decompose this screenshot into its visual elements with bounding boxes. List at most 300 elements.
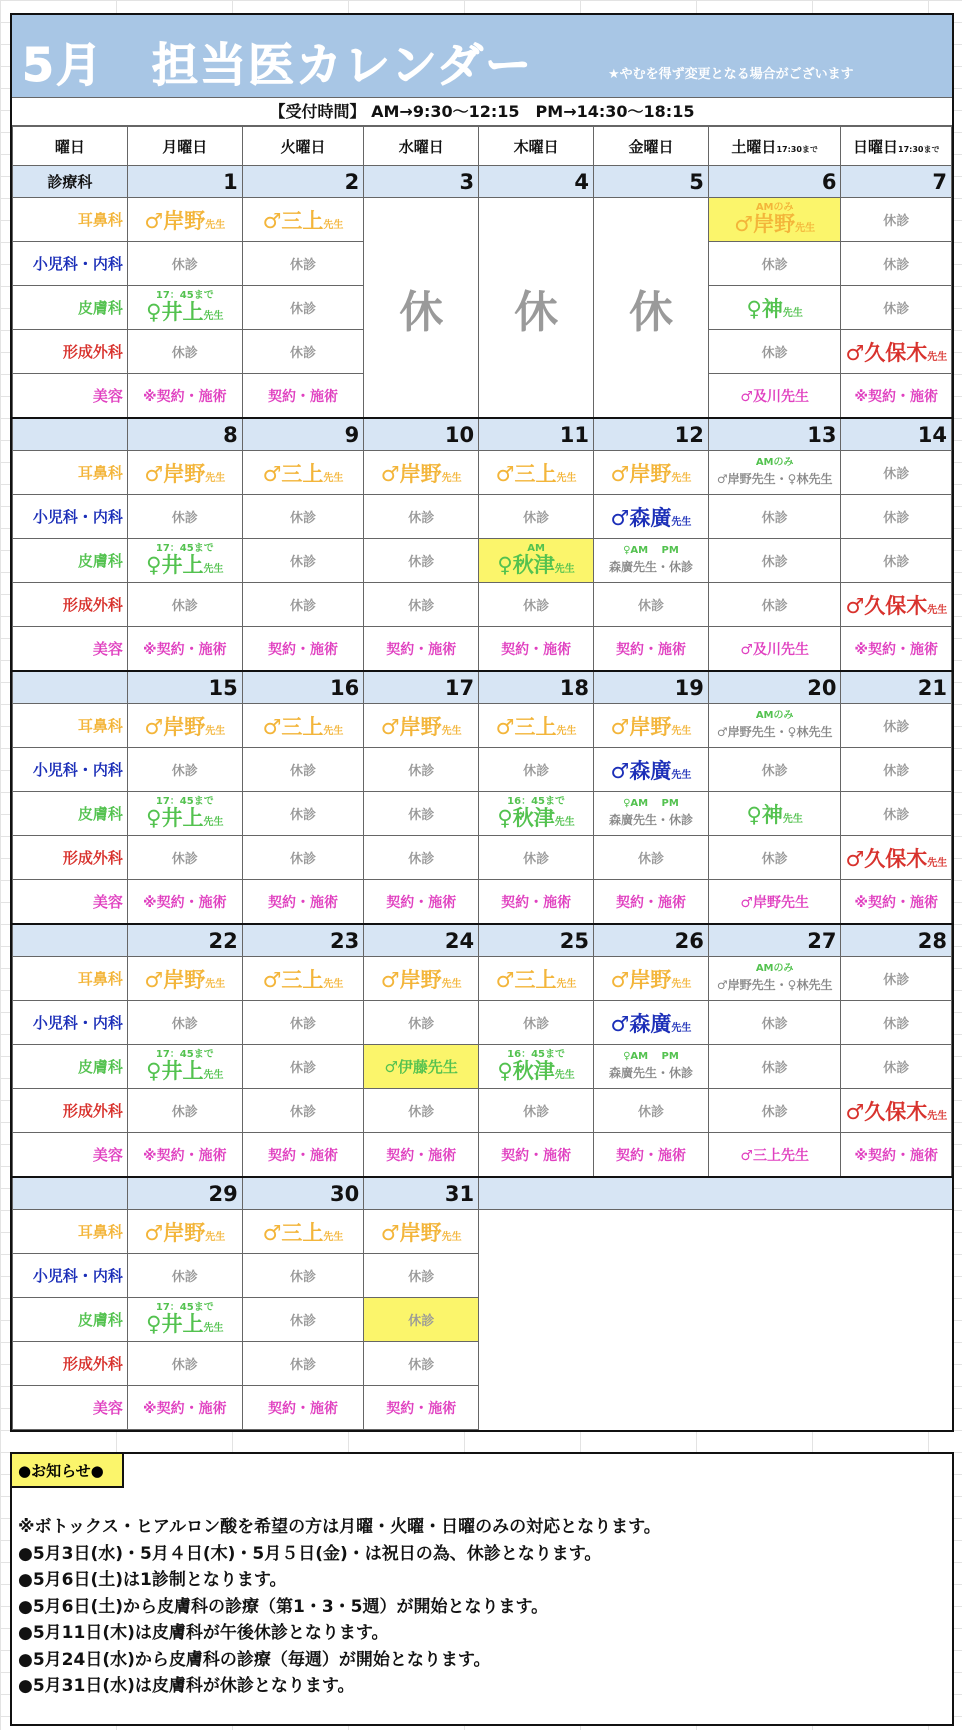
schedule-cell: 休診 [708,748,841,792]
date-cell: 1 [127,166,242,198]
doctor-name: ♂岸野 [380,461,442,486]
schedule-row [13,1001,952,1045]
reception-hours: 【受付時間】 AM→9:30〜12:15 PM→14:30〜18:15 [12,98,952,126]
sensei-suffix: 先生 [554,563,575,575]
weekday-header-6: 日曜日17:30まで [841,127,952,166]
time-note: ♀AM PM [623,1051,679,1062]
doctor-name: ♂森廣 [610,505,672,530]
sensei-suffix: 先生 [927,1110,948,1122]
schedule-cell: 休診 [127,1342,242,1386]
schedule-cell: ※契約・施術 [127,1386,242,1430]
schedule-cell: 契約・施術 [594,880,709,925]
schedule-cell [242,1210,364,1254]
schedule-cell [127,451,242,495]
schedule-cell [479,792,594,836]
split-shift: ♂岸野先生・♀林先生 [716,472,833,486]
date-cell: 29 [127,1177,242,1210]
weekday-header-5: 土曜日17:30まで [708,127,841,166]
schedule-row [13,495,952,539]
date-cell: 14 [841,418,952,451]
sensei-suffix: 先生 [205,219,226,231]
schedule-cell [841,836,952,880]
schedule-cell [364,1210,479,1254]
empty-cell [841,1298,952,1342]
schedule-cell: 休診 [594,1089,709,1133]
weekday-header-3: 木曜日 [479,127,594,166]
empty-cell [594,1210,709,1254]
schedule-cell: 契約・施術 [364,880,479,925]
empty-cell [594,1177,709,1210]
schedule-cell: 休診 [364,748,479,792]
schedule-cell: 休診 [479,836,594,880]
schedule-cell: 休診 [242,1298,364,1342]
doctor-name: ♂久保木 [845,593,928,618]
doctor-name: ♂三上 [262,714,324,739]
empty-cell [708,1254,841,1298]
schedule-cell: 休診 [242,1089,364,1133]
schedule-cell: 休診 [364,836,479,880]
dept-label: 皮膚科 [13,792,128,836]
schedule-cell [364,957,479,1001]
schedule-cell: 契約・施術 [242,627,364,672]
schedule-cell: 休診 [708,1001,841,1045]
schedule-cell [708,957,841,1001]
date-cell: 21 [841,671,952,704]
schedule-cell: 休診 [708,583,841,627]
dept-label: 耳鼻科 [13,451,128,495]
schedule-row [13,1298,952,1342]
dept-header: 診療科 [13,166,128,198]
date-cell: 20 [708,671,841,704]
empty-cell [841,1342,952,1386]
date-cell: 19 [594,671,709,704]
doctor-name: ♀秋津 [497,552,555,577]
schedule-cell: 休診 [242,242,364,286]
date-cell: 7 [841,166,952,198]
schedule-cell: 休診 [841,495,952,539]
holiday-cell: 休 [479,198,594,419]
schedule-cell: 休診 [364,539,479,583]
empty-cell [841,1210,952,1254]
schedule-table [12,126,952,1430]
date-cell: 3 [364,166,479,198]
dept-header [13,418,128,451]
doctor-line [483,805,589,833]
empty-cell [841,1386,952,1430]
time-note: 17：45まで [155,542,214,554]
doctor-name: ♂森廣 [610,758,672,783]
doctor-name: ♂岸野 [380,967,442,992]
schedule-cell [242,704,364,748]
schedule-cell: 休診 [708,330,841,374]
date-cell: 15 [127,671,242,704]
sensei-suffix: 先生 [323,725,344,737]
schedule-cell: 休診 [479,1089,594,1133]
schedule-row [13,1089,952,1133]
schedule-cell: 契約・施術 [594,1133,709,1178]
sensei-suffix: 先生 [927,351,948,363]
doctor-name: ♀秋津 [497,805,555,830]
schedule-cell [594,451,709,495]
empty-cell [841,1254,952,1298]
schedule-cell [708,451,841,495]
notice-lines [18,1514,661,1700]
dept-label: 耳鼻科 [13,704,128,748]
schedule-cell: ♂岸野先生 [708,880,841,925]
doctor-name: ♂岸野 [610,461,672,486]
date-cell: 6 [708,166,841,198]
schedule-cell: 休診 [127,1001,242,1045]
schedule-row [13,957,952,1001]
doctor-name: ♀秋津 [497,1058,555,1083]
sensei-suffix: 先生 [441,978,462,990]
sensei-suffix: 先生 [323,472,344,484]
date-cell: 23 [242,924,364,957]
schedule-cell [594,748,709,792]
split-shift: 森廣先生・休診 [608,1066,693,1080]
schedule-cell [127,286,242,330]
schedule-cell: 契約・施術 [479,627,594,672]
schedule-cell: 休診 [841,451,952,495]
date-cell: 4 [479,166,594,198]
schedule-cell: 契約・施術 [242,880,364,925]
weekday-hours-note: 17:30まで [776,144,818,154]
schedule-cell: 休診 [242,1045,364,1089]
schedule-cell: 契約・施術 [364,627,479,672]
schedule-cell [594,1001,709,1045]
dept-label: 小児科・内科 [13,495,128,539]
notice-line: ●5月11日(木)は皮膚科が午後休診となります。 [18,1623,389,1643]
schedule-cell: 休診 [127,242,242,286]
doctor-name: ♂森廣 [610,1011,672,1036]
schedule-cell: 休診 [841,242,952,286]
date-cell: 28 [841,924,952,957]
schedule-cell: 休診 [127,836,242,880]
schedule-cell [242,957,364,1001]
doctor-name: ♀井上 [146,1058,204,1083]
schedule-cell: 休診 [479,495,594,539]
schedule-cell: 休診 [242,1342,364,1386]
schedule-row [13,748,952,792]
schedule-row [13,1254,952,1298]
doctor-name: ♂久保木 [845,340,928,365]
schedule-cell [479,451,594,495]
date-cell: 27 [708,924,841,957]
time-note: AMのみ [755,457,794,468]
split-shift: 森廣先生・休診 [608,560,693,574]
schedule-cell: 契約・施術 [242,1386,364,1430]
schedule-cell: 休診 [594,836,709,880]
doctor-name: ♂久保木 [845,1099,928,1124]
date-row [13,166,952,198]
schedule-cell: 休診 [841,198,952,242]
schedule-cell: 休診 [841,1001,952,1045]
doctor-name: ♂岸野 [610,967,672,992]
sensei-suffix: 先生 [671,1022,692,1034]
schedule-cell: 休診 [841,957,952,1001]
schedule-cell [841,583,952,627]
sensei-suffix: 先生 [323,219,344,231]
doctor-name: ♂三上 [495,714,557,739]
schedule-cell: ※契約・施術 [841,627,952,672]
date-row [13,418,952,451]
time-note: AMのみ [755,710,794,721]
schedule-row [13,539,952,583]
schedule-cell: 休診 [841,1045,952,1089]
schedule-cell: 休診 [127,330,242,374]
dept-label: 耳鼻科 [13,957,128,1001]
doctor-name: ♀井上 [146,552,204,577]
sensei-suffix: 先生 [671,472,692,484]
schedule-cell [594,957,709,1001]
schedule-cell [127,1298,242,1342]
holiday-cell: 休 [364,198,479,419]
date-cell: 17 [364,671,479,704]
empty-cell [594,1386,709,1430]
doctor-name: ♂三上 [262,967,324,992]
schedule-row [13,880,952,925]
dept-label: 形成外科 [13,583,128,627]
doctor-name: ♀神 [746,802,783,827]
sensei-suffix: 先生 [323,1231,344,1243]
doctor-name: ♀井上 [146,805,204,830]
notice-tag: ●お知らせ● [12,1454,124,1488]
sensei-suffix: 先生 [782,813,803,825]
schedule-cell: 休診 [127,1254,242,1298]
schedule-cell: ♂伊藤先生 [364,1045,479,1089]
schedule-cell: ※契約・施術 [841,880,952,925]
split-shift: ♂岸野先生・♀林先生 [716,978,833,992]
schedule-cell: 休診 [127,748,242,792]
schedule-cell: 休診 [364,495,479,539]
dept-label: 形成外科 [13,836,128,880]
schedule-cell: 休診 [242,286,364,330]
title-bar [12,15,952,98]
schedule-cell [479,539,594,583]
schedule-row [13,704,952,748]
empty-cell [708,1386,841,1430]
schedule-cell [594,792,709,836]
schedule-cell: ♂及川先生 [708,627,841,672]
schedule-cell [841,1089,952,1133]
schedule-cell [242,451,364,495]
sensei-suffix: 先生 [203,563,224,575]
schedule-cell: 休診 [242,539,364,583]
notice-line: ●5月31日(水)は皮膚科が休診となります。 [18,1676,355,1696]
schedule-cell [594,539,709,583]
schedule-cell: 休診 [708,242,841,286]
schedule-cell: 休診 [242,1254,364,1298]
date-cell: 13 [708,418,841,451]
schedule-cell [479,704,594,748]
schedule-cell: ※契約・施術 [841,1133,952,1178]
schedule-cell [127,198,242,242]
doctor-line [132,1058,238,1086]
time-note: 16：45まで [507,795,565,807]
dept-header [13,924,128,957]
sensei-suffix: 先生 [205,978,226,990]
time-note: 17：45まで [155,795,214,807]
date-cell: 2 [242,166,364,198]
date-cell: 24 [364,924,479,957]
sensei-suffix: 先生 [554,1069,575,1081]
sensei-suffix: 先生 [203,1069,224,1081]
notice-line: ●5月3日(水)・5月４日(木)・5月５日(金)・は祝日の為、休診となります。 [18,1543,602,1564]
schedule-row [13,627,952,672]
dept-label: 形成外科 [13,330,128,374]
date-row [13,1177,952,1210]
doctor-line [132,805,238,833]
doctor-name: ♀井上 [146,299,204,324]
weekday-header-row [13,127,952,166]
date-cell: 9 [242,418,364,451]
schedule-cell: 休診 [364,1001,479,1045]
empty-cell [841,1177,952,1210]
schedule-cell: 休診 [708,495,841,539]
notice-box [10,1452,954,1726]
date-cell: 8 [127,418,242,451]
sensei-suffix: 先生 [441,472,462,484]
schedule-cell [594,704,709,748]
schedule-cell: 休診 [708,1045,841,1089]
schedule-cell: 休診 [479,583,594,627]
calendar [10,13,954,1432]
dept-header [13,1177,128,1210]
schedule-cell: 休診 [479,1001,594,1045]
schedule-cell: 休診 [127,583,242,627]
schedule-cell [594,1045,709,1089]
sensei-suffix: 先生 [556,725,577,737]
date-cell: 18 [479,671,594,704]
doctor-name: ♂久保木 [845,846,928,871]
notice-line: ●5月6日(土)から皮膚科の診療（第1・3・5週）が開始となります。 [18,1596,549,1617]
schedule-cell: 休診 [364,1342,479,1386]
time-note: 17：45まで [155,1048,214,1060]
schedule-cell: 休診 [594,583,709,627]
sensei-suffix: 先生 [927,857,948,869]
empty-cell [708,1177,841,1210]
doctor-name: ♂三上 [262,461,324,486]
doctor-line [483,1058,589,1086]
schedule-cell: 休診 [841,286,952,330]
schedule-cell [242,198,364,242]
doctor-name: ♀神 [746,296,783,321]
schedule-cell [127,539,242,583]
sensei-suffix: 先生 [203,816,224,828]
doctor-name: ♂岸野 [610,714,672,739]
schedule-cell: ※契約・施術 [127,880,242,925]
date-cell: 16 [242,671,364,704]
schedule-cell [127,704,242,748]
dept-label: 皮膚科 [13,539,128,583]
schedule-cell: 休診 [242,1001,364,1045]
split-shift: 森廣先生・休診 [608,813,693,827]
schedule-cell [594,495,709,539]
schedule-cell: 休診 [364,1089,479,1133]
doctor-name: ♂岸野 [144,208,206,233]
dept-label: 美容 [13,1386,128,1430]
doctor-line [713,211,837,239]
schedule-row [13,1342,952,1386]
dept-label: 小児科・内科 [13,1001,128,1045]
empty-cell [594,1298,709,1342]
dept-label: 美容 [13,627,128,672]
schedule-row [13,451,952,495]
doctor-name: ♂三上 [262,208,324,233]
title-note: ★やむを得ず変更となる場合がございます [608,67,854,82]
schedule-cell: 休診 [841,748,952,792]
dept-label: 形成外科 [13,1342,128,1386]
date-row [13,671,952,704]
weekday-header-label: 曜日 [13,127,128,166]
schedule-cell: 休診 [708,539,841,583]
schedule-cell: 休診 [364,583,479,627]
empty-cell [708,1210,841,1254]
doctor-name: ♂岸野 [144,714,206,739]
empty-cell [479,1386,594,1430]
schedule-cell [479,957,594,1001]
dept-label: 美容 [13,1133,128,1178]
schedule-cell: 休診 [242,495,364,539]
empty-cell [479,1177,594,1210]
dept-label: 小児科・内科 [13,748,128,792]
sensei-suffix: 先生 [556,472,577,484]
schedule-cell [127,1045,242,1089]
sensei-suffix: 先生 [554,816,575,828]
date-cell: 25 [479,924,594,957]
doctor-name: ♂三上 [495,461,557,486]
schedule-cell: 休診 [479,748,594,792]
sensei-suffix: 先生 [795,222,816,234]
schedule-cell [364,704,479,748]
date-cell: 10 [364,418,479,451]
date-cell: 30 [242,1177,364,1210]
dept-label: 美容 [13,880,128,925]
sensei-suffix: 先生 [782,307,803,319]
schedule-cell: 休診 [364,792,479,836]
time-note: 16：45まで [507,1048,565,1060]
dept-label: 耳鼻科 [13,198,128,242]
sensei-suffix: 先生 [671,978,692,990]
schedule-cell: 休診 [242,330,364,374]
schedule-cell: ♂及川先生 [708,374,841,419]
time-note: AM [527,542,545,554]
notice-line: ●5月6日(土)は1診制となります。 [18,1570,287,1590]
sensei-suffix: 先生 [203,1322,224,1334]
doctor-line [132,552,238,580]
dept-label: 小児科・内科 [13,242,128,286]
schedule-row [13,1045,952,1089]
schedule-cell: 休診 [841,704,952,748]
empty-cell [479,1210,594,1254]
sensei-suffix: 先生 [671,769,692,781]
doctor-name: ♀井上 [146,1311,204,1336]
sensei-suffix: 先生 [671,516,692,528]
split-shift: ♂岸野先生・♀林先生 [716,725,833,739]
dept-label: 皮膚科 [13,1045,128,1089]
schedule-row [13,583,952,627]
doctor-line [132,299,238,327]
schedule-cell [708,286,841,330]
sensei-suffix: 先生 [205,725,226,737]
schedule-cell: 契約・施術 [479,880,594,925]
schedule-cell [479,1045,594,1089]
schedule-cell: 休診 [841,539,952,583]
schedule-cell: 休診 [242,792,364,836]
sensei-suffix: 先生 [205,1231,226,1243]
schedule-cell [708,198,841,242]
doctor-name: ♂岸野 [734,211,796,236]
